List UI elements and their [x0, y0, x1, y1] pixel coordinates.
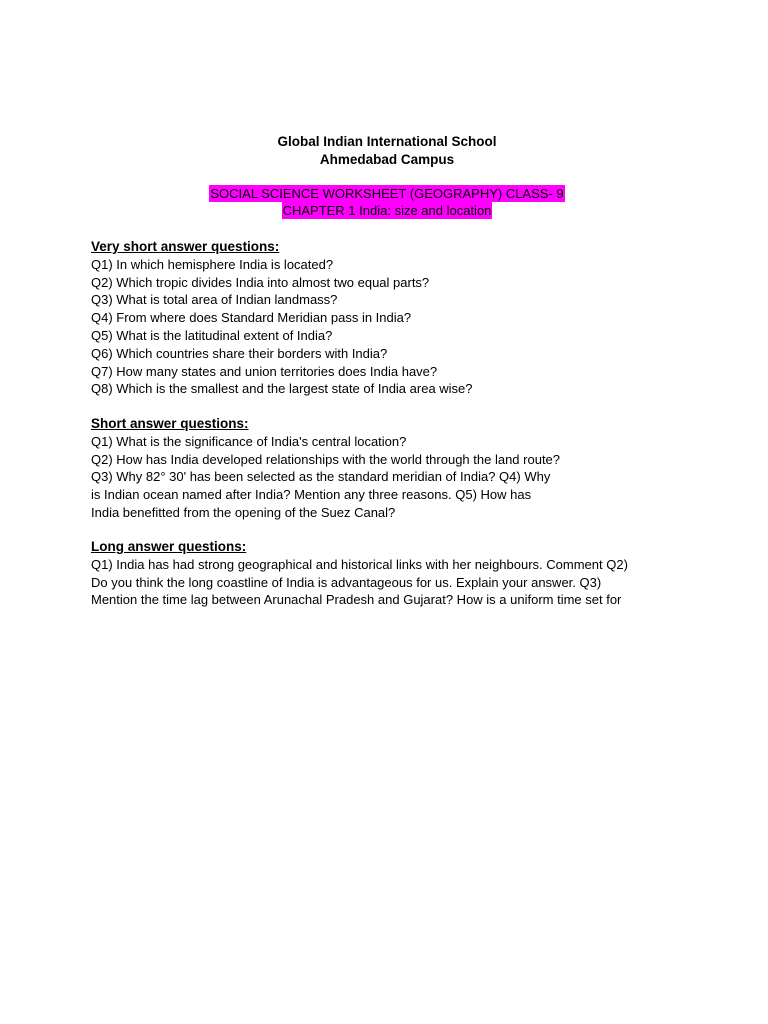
question-line: Q3) Why 82° 30' has been selected as the standard meridian of India? Q4) Why [91, 469, 551, 485]
section-heading: Short answer questions: [91, 416, 249, 431]
question-line: India benefitted from the opening of the Suez Canal? [91, 504, 396, 520]
question-line: Mention the time lag between Arunachal Pradesh and Gujarat? How is a uniform time set for [91, 592, 622, 608]
worksheet-title: SOCIAL SCIENCE WORKSHEET (GEOGRAPHY) CLASS- 9 [210, 186, 564, 201]
question-item: Q3) What is total area of Indian landmass? [91, 292, 338, 308]
very-short-answer-section [91, 238, 671, 398]
section-heading: Very short answer questions: [91, 239, 280, 254]
question-item: Q5) What is the latitudinal extent of India? [91, 327, 333, 343]
question-line: Q1) India has had strong geographical and historical links with her neighbours. Comment Q2) [91, 556, 628, 572]
question-item: Q1) In which hemisphere India is located? [91, 256, 334, 272]
question-item: Q4) From where does Standard Meridian pass in India? [91, 310, 412, 326]
worksheet-title-block [0, 185, 768, 219]
campus-name: Ahmedabad Campus [319, 152, 455, 167]
question-item: Q7) How many states and union territories does India have? [91, 363, 438, 379]
question-line: is Indian ocean named after India? Mention any three reasons. Q5) How has [91, 487, 532, 503]
school-header [0, 133, 768, 169]
section-heading: Long answer questions: [91, 539, 247, 554]
school-name: Global Indian International School [277, 134, 497, 149]
question-item: Q8) Which is the smallest and the largest state of India area wise? [91, 381, 473, 397]
long-answer-section [91, 538, 671, 609]
chapter-title: CHAPTER 1 India: size and location [282, 203, 492, 218]
question-line: Do you think the long coastline of India is advantageous for us. Explain your answer. Q3) [91, 574, 602, 590]
question-line: Q2) How has India developed relationships with the world through the land route? [91, 451, 561, 467]
question-item: Q6) Which countries share their borders with India? [91, 345, 388, 361]
question-item: Q2) Which tropic divides India into almost two equal parts? [91, 274, 430, 290]
question-line: Q1) What is the significance of India's central location? [91, 433, 407, 449]
short-answer-section [91, 415, 671, 522]
